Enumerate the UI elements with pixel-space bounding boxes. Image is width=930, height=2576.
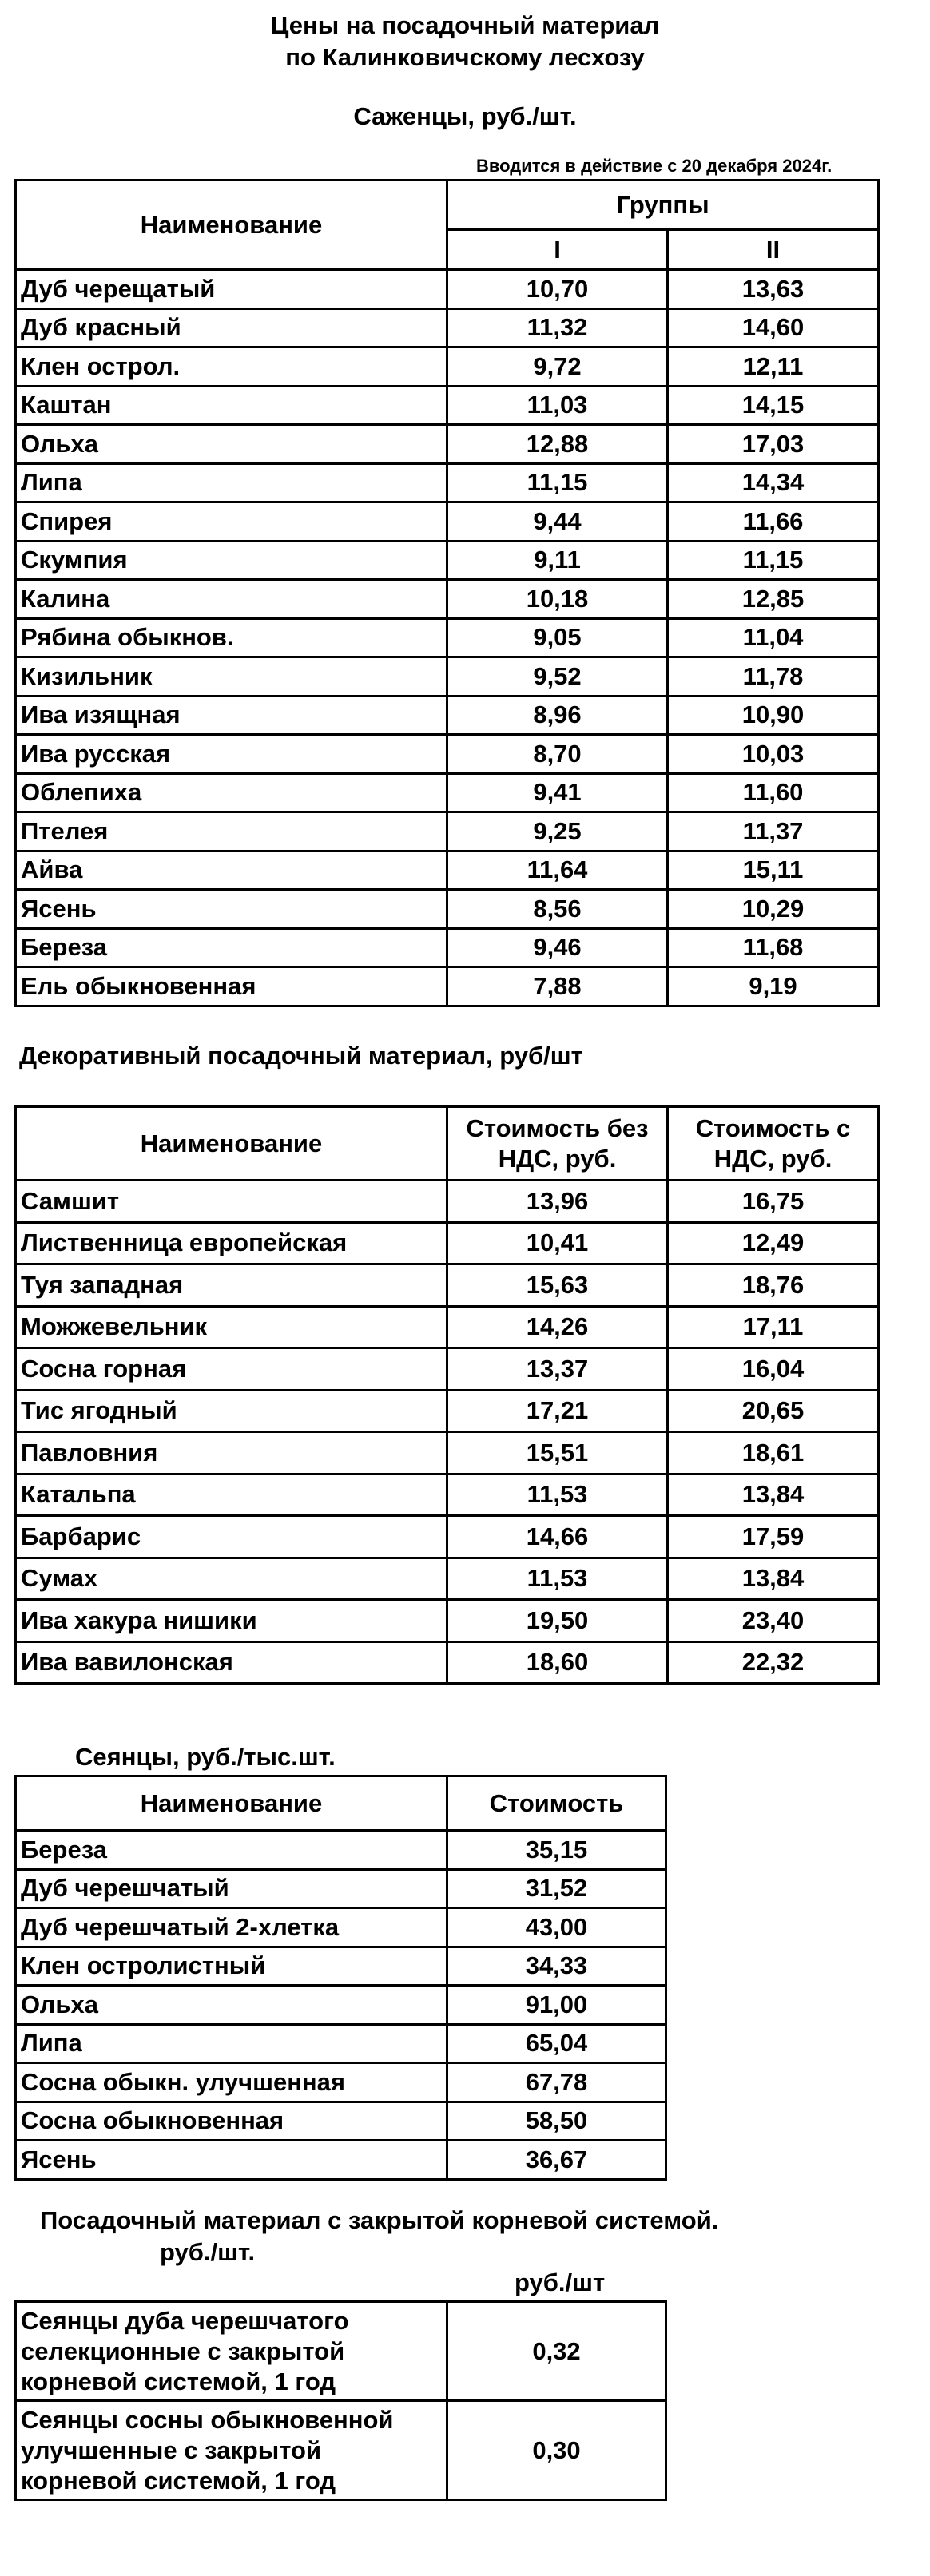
price: 34,33 — [447, 1947, 666, 1986]
table-row — [16, 618, 879, 657]
table-row — [16, 308, 879, 347]
price-vat: 13,84 — [668, 1558, 879, 1600]
price-group-2: 13,63 — [668, 270, 879, 309]
description-line: корневой системой, 1 год — [21, 2367, 336, 2395]
price-group-1: 8,96 — [447, 696, 668, 735]
product-description — [16, 2401, 447, 2500]
price-vat: 16,04 — [668, 1348, 879, 1391]
price-group-2: 11,04 — [668, 618, 879, 657]
species-name: Рябина обыкнов. — [16, 618, 447, 657]
price-vat: 23,40 — [668, 1600, 879, 1642]
table-row — [16, 735, 879, 774]
price-group-1: 11,64 — [447, 851, 668, 890]
price-group-2: 9,19 — [668, 967, 879, 1006]
price-no-vat: 15,63 — [447, 1264, 668, 1307]
table-row — [16, 2302, 666, 2401]
price-no-vat: 11,53 — [447, 1474, 668, 1516]
column-header-groups: Группы — [447, 181, 879, 230]
column-header-name: Наименование — [16, 1107, 447, 1181]
price-no-vat: 19,50 — [447, 1600, 668, 1642]
species-name: Клен острол. — [16, 347, 447, 387]
seedlings-heading: Сеянцы, руб./тыс.шт. — [75, 1743, 336, 1771]
species-name: Калина — [16, 580, 447, 619]
price-group-1: 8,56 — [447, 890, 668, 929]
table-row — [16, 502, 879, 542]
column-header-price: Стоимость — [447, 1776, 666, 1831]
price-vat: 18,61 — [668, 1432, 879, 1475]
price-group-2: 14,60 — [668, 308, 879, 347]
table-row — [16, 890, 879, 929]
description-line: улучшенные с закрытой — [21, 2435, 321, 2464]
price: 0,32 — [447, 2302, 666, 2401]
species-name: Птелея — [16, 812, 447, 851]
price-group-2: 11,78 — [668, 657, 879, 697]
description-line: корневой системой, 1 год — [21, 2466, 336, 2495]
price-group-1: 9,44 — [447, 502, 668, 542]
price-group-1: 9,25 — [447, 812, 668, 851]
price-no-vat: 18,60 — [447, 1641, 668, 1684]
species-name: Ясень — [16, 2141, 447, 2180]
page-title-line2: по Калинковичскому лесхозу — [285, 43, 645, 71]
price-group-1: 9,41 — [447, 773, 668, 812]
page-title-line1: Цены на посадочный материал — [270, 11, 660, 39]
price-no-vat: 14,66 — [447, 1516, 668, 1558]
species-name: Сосна горная — [16, 1348, 447, 1391]
price: 43,00 — [447, 1908, 666, 1947]
column-header-price-vat: Стоимость с НДС, руб. — [668, 1107, 879, 1181]
table-row — [16, 657, 879, 697]
price: 35,15 — [447, 1831, 666, 1870]
price-vat: 22,32 — [668, 1641, 879, 1684]
table-row — [16, 1641, 879, 1684]
price-group-1: 9,72 — [447, 347, 668, 387]
species-name: Липа — [16, 2024, 447, 2063]
species-name: Сумах — [16, 1558, 447, 1600]
closed-root-table — [14, 2300, 667, 2501]
description-line: Сеянцы дуба черешчатого — [21, 2306, 349, 2335]
table-row — [16, 270, 879, 309]
table-row — [16, 2401, 666, 2500]
price-group-1: 7,88 — [447, 967, 668, 1006]
table-row — [16, 1474, 879, 1516]
species-name: Ива хакура нишики — [16, 1600, 447, 1642]
column-header-name: Наименование — [16, 1776, 447, 1831]
price-vat: 18,76 — [668, 1264, 879, 1307]
price-group-2: 14,15 — [668, 386, 879, 425]
seedlings-table — [14, 1775, 667, 2181]
price-group-2: 15,11 — [668, 851, 879, 890]
price-group-1: 11,32 — [447, 308, 668, 347]
price: 31,52 — [447, 1869, 666, 1908]
effective-date: Вводится в действие с 20 декабря 2024г. — [476, 156, 833, 176]
table-row — [16, 2024, 666, 2063]
species-name: Катальпа — [16, 1474, 447, 1516]
species-name: Облепиха — [16, 773, 447, 812]
price-no-vat: 15,51 — [447, 1432, 668, 1475]
species-name: Ольха — [16, 425, 447, 464]
table-row — [16, 1264, 879, 1307]
price-vat: 16,75 — [668, 1181, 879, 1223]
saplings-subtitle: Саженцы, руб./шт. — [353, 102, 577, 130]
table-row — [16, 1348, 879, 1391]
decorative-heading: Декоративный посадочный материал, руб/шт — [19, 1042, 583, 1070]
table-row — [16, 1831, 666, 1870]
price-no-vat: 13,96 — [447, 1181, 668, 1223]
species-name: Самшит — [16, 1181, 447, 1223]
species-name: Лиственница европейская — [16, 1222, 447, 1264]
table-row — [16, 386, 879, 425]
price-group-1: 9,52 — [447, 657, 668, 697]
description-line: селекционные с закрытой — [21, 2336, 345, 2365]
price-group-2: 11,68 — [668, 928, 879, 967]
species-name: Ольха — [16, 1986, 447, 2025]
table-row — [16, 1181, 879, 1223]
table-row — [16, 1908, 666, 1947]
price-no-vat: 13,37 — [447, 1348, 668, 1391]
table-row — [16, 1986, 666, 2025]
species-name: Айва — [16, 851, 447, 890]
product-description — [16, 2302, 447, 2401]
table-row — [16, 1869, 666, 1908]
price: 91,00 — [447, 1986, 666, 2025]
price-group-2: 11,15 — [668, 541, 879, 580]
decorative-table — [14, 1105, 880, 1685]
price-group-2: 11,66 — [668, 502, 879, 542]
closed-root-unit: руб./шт — [515, 2268, 606, 2296]
species-name: Скумпия — [16, 541, 447, 580]
price-no-vat: 17,21 — [447, 1390, 668, 1432]
table-row — [16, 1516, 879, 1558]
species-name: Спирея — [16, 502, 447, 542]
description-line: Сеянцы сосны обыкновенной — [21, 2405, 394, 2434]
price-vat: 20,65 — [668, 1390, 879, 1432]
species-name: Каштан — [16, 386, 447, 425]
table-row — [16, 812, 879, 851]
table-row — [16, 1390, 879, 1432]
table-row — [16, 1558, 879, 1600]
column-header-group-2: II — [668, 230, 879, 270]
table-row — [16, 851, 879, 890]
species-name: Кизильник — [16, 657, 447, 697]
table-row — [16, 1947, 666, 1986]
price-group-2: 17,03 — [668, 425, 879, 464]
species-name: Барбарис — [16, 1516, 447, 1558]
price-group-1: 11,03 — [447, 386, 668, 425]
species-name: Сосна обыкновенная — [16, 2102, 447, 2141]
species-name: Ива русская — [16, 735, 447, 774]
price-no-vat: 14,26 — [447, 1306, 668, 1348]
table-row — [16, 1432, 879, 1475]
price-group-2: 11,60 — [668, 773, 879, 812]
table-row — [16, 1222, 879, 1264]
price-group-1: 12,88 — [447, 425, 668, 464]
table-row — [16, 347, 879, 387]
table-header-row — [16, 181, 879, 230]
species-name: Дуб черещатый — [16, 270, 447, 309]
price-group-2: 10,03 — [668, 735, 879, 774]
table-row — [16, 2102, 666, 2141]
species-name: Липа — [16, 463, 447, 502]
saplings-table — [14, 179, 880, 1007]
species-name: Дуб черешчатый 2-хлетка — [16, 1908, 447, 1947]
price-group-1: 10,70 — [447, 270, 668, 309]
table-row — [16, 1600, 879, 1642]
closed-root-heading-line2: руб./шт. — [160, 2238, 256, 2266]
species-name: Туя западная — [16, 1264, 447, 1307]
price-group-1: 9,46 — [447, 928, 668, 967]
species-name: Ель обыкновенная — [16, 967, 447, 1006]
species-name: Сосна обыкн. улучшенная — [16, 2063, 447, 2102]
price: 0,30 — [447, 2401, 666, 2500]
table-row — [16, 463, 879, 502]
price: 36,67 — [447, 2141, 666, 2180]
table-row — [16, 541, 879, 580]
table-row — [16, 773, 879, 812]
price-group-2: 10,90 — [668, 696, 879, 735]
species-name: Ива вавилонская — [16, 1641, 447, 1684]
table-row — [16, 425, 879, 464]
table-row — [16, 580, 879, 619]
species-name: Дуб черешчатый — [16, 1869, 447, 1908]
closed-root-heading-line1: Посадочный материал с закрытой корневой системой. — [40, 2206, 719, 2234]
price-vat: 17,59 — [668, 1516, 879, 1558]
price-group-1: 11,15 — [447, 463, 668, 502]
price-group-2: 14,34 — [668, 463, 879, 502]
table-row — [16, 967, 879, 1006]
price: 58,50 — [447, 2102, 666, 2141]
species-name: Клен остролистный — [16, 1947, 447, 1986]
table-row — [16, 2063, 666, 2102]
table-row — [16, 928, 879, 967]
price-vat: 12,49 — [668, 1222, 879, 1264]
price-group-2: 10,29 — [668, 890, 879, 929]
species-name: Дуб красный — [16, 308, 447, 347]
price-group-1: 8,70 — [447, 735, 668, 774]
price-group-1: 10,18 — [447, 580, 668, 619]
price-no-vat: 10,41 — [447, 1222, 668, 1264]
price-group-1: 9,11 — [447, 541, 668, 580]
table-header-row — [16, 1776, 666, 1831]
price-vat: 13,84 — [668, 1474, 879, 1516]
column-header-price-no-vat: Стоимость без НДС, руб. — [447, 1107, 668, 1181]
price-no-vat: 11,53 — [447, 1558, 668, 1600]
table-row — [16, 696, 879, 735]
table-header-row — [16, 1107, 879, 1181]
table-row — [16, 2141, 666, 2180]
species-name: Павловния — [16, 1432, 447, 1475]
price-group-2: 11,37 — [668, 812, 879, 851]
species-name: Тис ягодный — [16, 1390, 447, 1432]
species-name: Ясень — [16, 890, 447, 929]
price-group-2: 12,11 — [668, 347, 879, 387]
column-header-group-1: I — [447, 230, 668, 270]
species-name: Береза — [16, 1831, 447, 1870]
price: 65,04 — [447, 2024, 666, 2063]
species-name: Ива изящная — [16, 696, 447, 735]
price-group-1: 9,05 — [447, 618, 668, 657]
species-name: Береза — [16, 928, 447, 967]
column-header-name: Наименование — [16, 181, 447, 270]
price-vat: 17,11 — [668, 1306, 879, 1348]
price-group-2: 12,85 — [668, 580, 879, 619]
price: 67,78 — [447, 2063, 666, 2102]
species-name: Можжевельник — [16, 1306, 447, 1348]
table-row — [16, 1306, 879, 1348]
